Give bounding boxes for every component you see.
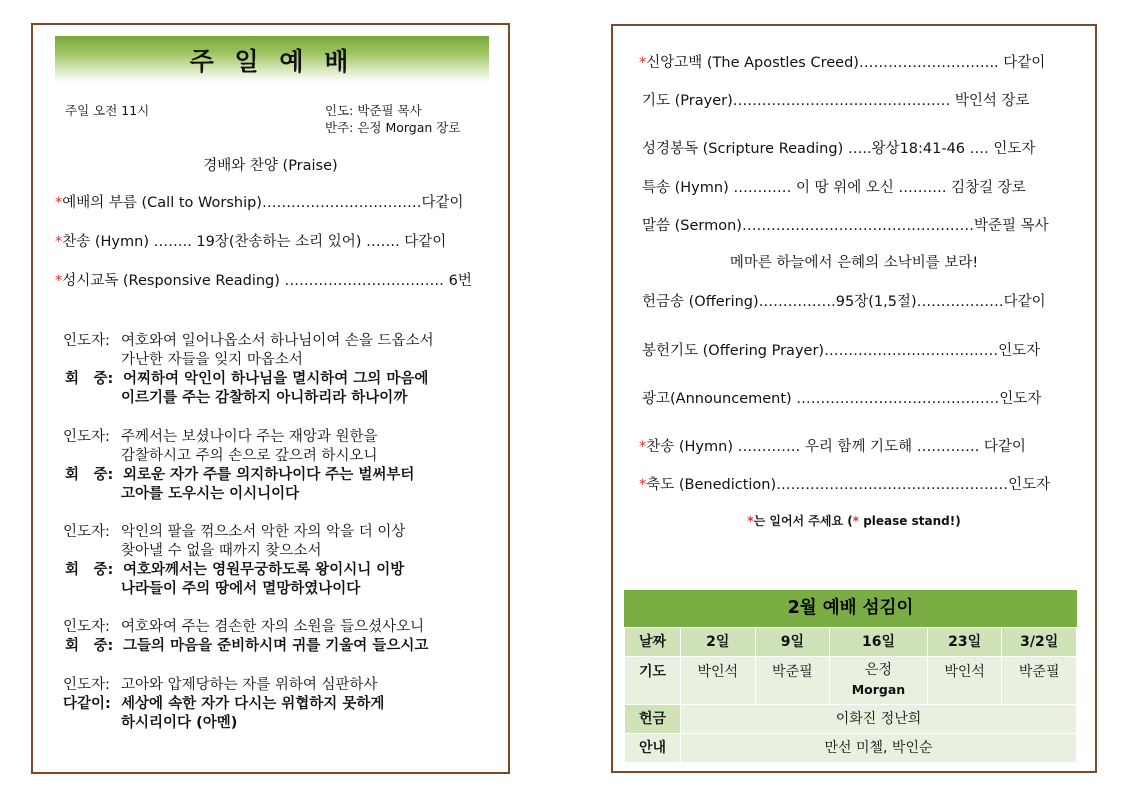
- reading-line: 외로운 자가 주를 의지하나이다 주는 벌써부터: [123, 467, 415, 483]
- stand-note: [613, 512, 1095, 529]
- order-text: 예배의 부름 (Call to Worship)……………………………다같이: [62, 195, 464, 211]
- order-item: [642, 214, 1049, 235]
- table-cell: 박인석: [927, 657, 1002, 705]
- stand-marker: *: [639, 439, 647, 455]
- order-text: 봉헌기도 (Offering Prayer)………………………………인도자: [642, 343, 1041, 359]
- table-cell: 박인석: [681, 657, 756, 705]
- schedule-title: 2월 예배 섬김이: [624, 590, 1077, 627]
- stand-marker: *: [852, 514, 860, 528]
- reading-line: 고아를 도우시는 이시니이다: [121, 486, 300, 502]
- stand-marker: *: [55, 273, 63, 289]
- reading-line: 나라들이 주의 땅에서 멸망하였나이다: [121, 581, 361, 597]
- order-text: 성시교독 (Responsive Reading) …………………………… 6번: [62, 273, 472, 289]
- reading-line: 어찌하여 악인이 하나님을 멸시하여 그의 마음에: [123, 371, 429, 387]
- reading-line: 고아와 압제당하는 자를 위하여 심판하사: [121, 677, 378, 693]
- table-cell: 만선 미첼, 박인순: [681, 734, 1077, 763]
- stand-marker: *: [55, 195, 63, 211]
- reading-block: [63, 332, 434, 408]
- schedule-grid: [624, 627, 1077, 763]
- reading-block: [63, 618, 428, 656]
- note-text: please stand!): [859, 514, 961, 528]
- reading-role: 회 중:: [65, 371, 114, 387]
- order-item: [642, 290, 1046, 311]
- order-item: [642, 339, 1040, 360]
- leader-info: 인도: 박준필 목사: [325, 103, 422, 118]
- order-text: 찬송 (Hymn) …………. 우리 함께 기도해 …………. 다같이: [646, 439, 1026, 455]
- table-cell: 날짜: [625, 628, 681, 657]
- cell-line: 은정: [864, 662, 892, 678]
- table-cell: 16일: [830, 628, 928, 657]
- title-band: [55, 36, 489, 82]
- order-item: [55, 269, 472, 290]
- order-text: 축도 (Benediction)…………………………………………인도자: [646, 477, 1051, 493]
- stand-marker: *: [747, 514, 754, 528]
- table-cell: 박준필: [1002, 657, 1077, 705]
- order-text: 기도 (Prayer)……………………………………… 박인석 장로: [642, 93, 1030, 109]
- order-item: [639, 435, 1026, 456]
- reading-role: 인도자:: [63, 333, 110, 349]
- order-item: [642, 176, 1026, 197]
- note-text: 는 일어서 주세요 (: [753, 514, 853, 528]
- reading-line: 여호와께서는 영원무궁하도록 왕이시니 이방: [123, 562, 405, 578]
- reading-line: 주께서는 보셨나이다 주는 재앙과 원한을: [121, 429, 378, 445]
- reading-line: 세상에 속한 자가 다시는 위협하지 못하게: [121, 696, 385, 712]
- order-text: 찬송 (Hymn) …….. 19장(찬송하는 소리 있어) ……. 다같이: [62, 234, 447, 250]
- accompanist-info: 반주: 은정 Morgan 장로: [325, 120, 461, 135]
- reading-line: 이르기를 주는 감찰하지 아니하리라 하나이까: [121, 390, 408, 406]
- reading-line: 감찰하시고 주의 손으로 갚으려 하시오니: [121, 448, 378, 464]
- table-row: [625, 628, 1077, 657]
- table-cell: 헌금: [625, 705, 681, 734]
- order-text: 신앙고백 (The Apostles Creed)……………………….. 다같이: [646, 55, 1046, 71]
- stand-marker: *: [639, 55, 647, 71]
- order-text: 광고(Announcement) ……………………………………인도자: [642, 391, 1042, 407]
- service-time: 주일 오전 11시: [65, 103, 150, 118]
- table-cell: 박준필: [755, 657, 830, 705]
- cell-line: Morgan: [851, 682, 906, 697]
- reading-role: 회 중:: [65, 638, 114, 654]
- left-page: [31, 23, 510, 774]
- reading-role: 인도자:: [63, 677, 110, 693]
- order-item: [642, 137, 1035, 158]
- order-text: 특송 (Hymn) ………… 이 땅 위에 오신 ………. 김창길 장로: [642, 180, 1026, 196]
- reading-role: 다같이:: [63, 696, 111, 712]
- table-cell: 9일: [755, 628, 830, 657]
- reading-line: 찾아낼 수 없을 때까지 찾으소서: [121, 543, 322, 559]
- table-row: [625, 734, 1077, 763]
- table-row: [625, 657, 1077, 705]
- reading-role: 인도자:: [63, 524, 110, 540]
- reading-block: [63, 676, 384, 733]
- table-cell: 기도: [625, 657, 681, 705]
- reading-line: 그들의 마음을 준비하시며 귀를 기울여 들으시고: [123, 638, 429, 654]
- order-item: [55, 191, 463, 212]
- reading-line: 하시리이다 (아멘): [121, 715, 238, 731]
- right-page: [611, 24, 1097, 773]
- table-cell: 안내: [625, 734, 681, 763]
- praise-heading: 경배와 찬양 (Praise): [203, 158, 338, 174]
- order-item: [642, 89, 1030, 110]
- reading-block: [63, 523, 405, 599]
- reading-line: 가난한 자들을 잊지 마옵소서: [121, 352, 303, 368]
- reading-line: 여호와여 일어나옵소서 하나님이여 손을 드옵소서: [121, 333, 434, 349]
- table-cell: 2일: [681, 628, 756, 657]
- table-cell: [830, 657, 928, 705]
- table-cell: 이화진 정난희: [681, 705, 1077, 734]
- table-cell: 3/2일: [1002, 628, 1077, 657]
- order-item: [642, 387, 1041, 408]
- page-title: 주 일 예 배: [189, 47, 355, 76]
- order-item: [639, 51, 1045, 72]
- reading-role: 회 중:: [65, 467, 114, 483]
- stand-marker: *: [55, 234, 63, 250]
- schedule-table: [624, 590, 1077, 763]
- reading-role: 인도자:: [63, 429, 110, 445]
- reading-role: 인도자:: [63, 619, 110, 635]
- reading-line: 악인의 팔을 꺾으소서 악한 자의 악을 더 이상: [121, 524, 406, 540]
- reading-line: 여호와여 주는 겸손한 자의 소원을 들으셨사오니: [121, 619, 425, 635]
- order-text: 헌금송 (Offering)…………….95장(1,5절)………………다같이: [642, 294, 1046, 310]
- order-item: [639, 473, 1050, 494]
- table-row: [625, 705, 1077, 734]
- order-text: 말씀 (Sermon)…………………………………………박준필 목사: [642, 218, 1049, 234]
- reading-block: [63, 428, 414, 504]
- sermon-title: 메마른 하늘에서 은혜의 소낙비를 보라!: [729, 255, 979, 271]
- order-text: 성경봉독 (Scripture Reading) …..왕상18:41-46 …. 인도자: [642, 141, 1036, 157]
- reading-role: 회 중:: [65, 562, 114, 578]
- stand-marker: *: [639, 477, 647, 493]
- table-cell: 23일: [927, 628, 1002, 657]
- order-item: [55, 230, 446, 251]
